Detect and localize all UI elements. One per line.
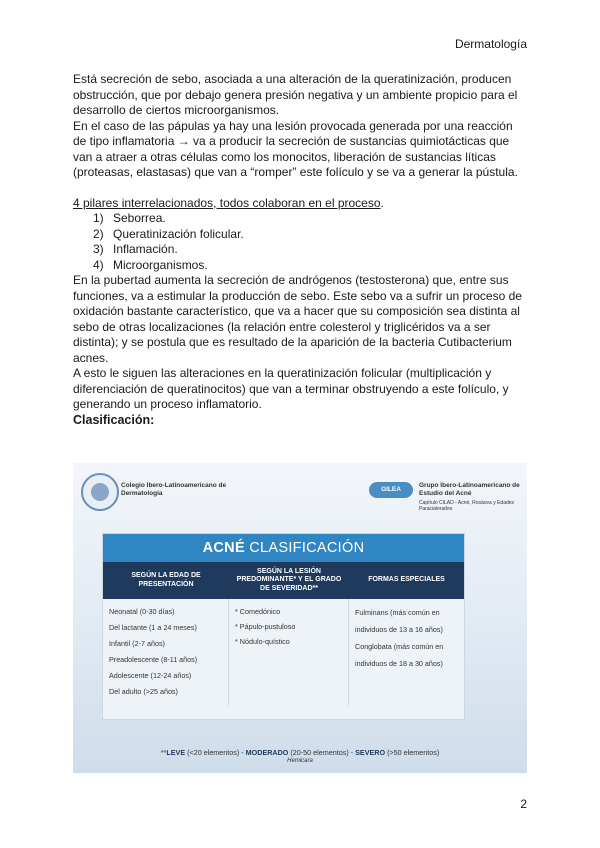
footnote-leve: LEVE <box>166 748 186 757</box>
acne-classification-figure <box>73 463 527 773</box>
table-cell: Conglobata (más común en <box>355 642 444 651</box>
header-special: FORMAS ESPECIALES <box>368 576 445 584</box>
pillars-list <box>73 211 528 273</box>
footnote-moderado: MODERADO <box>245 748 289 757</box>
cilad-logo-icon <box>81 473 119 511</box>
table-cell: * Nódulo-quístico <box>235 637 290 646</box>
org-right-subtitle: Capítulo CILAD - Acné, Rosácea y Edades Paracialerades <box>419 500 515 512</box>
table-body <box>103 599 464 705</box>
paragraph: A esto le siguen las alteraciones en la queratinización folicular (multiplicación y diferenciación de queratinocitos) que van a terminar obstruyendo a este folículo, y generando un proceso inflamatorio. <box>73 366 509 411</box>
table-cell: Del adulto (>25 años) <box>109 687 178 696</box>
table-title-rest: CLASIFICACIÓN <box>244 540 365 556</box>
pillars-title: 4 pilares interrelacionados, todos colaboran en el proceso <box>73 195 381 210</box>
table-cell: Neonatal (0-30 días) <box>109 607 175 616</box>
list-item <box>93 211 528 227</box>
figure-caption: Hemicara <box>287 758 313 764</box>
pillars-heading <box>73 196 528 212</box>
table-cell: Adolescente (12-24 años) <box>109 671 192 680</box>
section-heading: Clasificación: <box>73 412 155 427</box>
list-number: 4) <box>93 257 104 272</box>
list-item <box>93 227 528 243</box>
table-cell: individuos de 13 a 16 años) <box>355 625 443 634</box>
paragraph: Está secreción de sebo, asociada a una alteración de la queratinización, producen obstrucción, que por debajo genera presión negativa y un ambiente propicio para el desarrollo de ciertos microorganismos. <box>73 72 518 117</box>
special-column <box>349 599 464 705</box>
paragraph: En el caso de las pápulas ya hay una lesión provocada generada por una reacción de tipo inflamatoria → va a producir la secreción de sustancias quimiotácticas que van a atraer a otras células como los monocitos, liberación de sustancias líticas (proteasas, elastasas) que van a “romper” este folículo y se va a generar la pústula. <box>73 118 518 179</box>
table-cell: Fulminans (más común en <box>355 608 440 617</box>
table-cell: individuos de 18 a 30 años) <box>355 659 443 668</box>
list-number: 1) <box>93 211 104 225</box>
running-header: Dermatología <box>454 37 527 51</box>
footnote-moderado-value: (20-50 elementos) - <box>288 748 356 757</box>
org-right <box>419 482 527 512</box>
header-age: SEGÚN LA EDAD DE PRESENTACIÓN <box>131 572 201 588</box>
footnote-severo-value: (>50 elementos) <box>385 748 440 757</box>
list-text: Microorganismos. <box>113 257 208 272</box>
table-cell: Del lactante (1 a 24 meses) <box>109 623 197 632</box>
page-number: 2 <box>520 797 527 811</box>
header-lesion: SEGÚN LA LESIÓN PREDOMINANTE* Y EL GRADO DE SEVERIDAD** <box>236 567 342 592</box>
org-left-name: Colegio Ibero-Latinoamericano de Dermatología <box>121 482 227 497</box>
table-cell: Preadolescente (8-11 años) <box>109 655 198 664</box>
list-number: 3) <box>93 242 104 256</box>
list-item <box>93 258 528 274</box>
table-title-bold: ACNÉ <box>202 540 245 556</box>
list-number: 2) <box>93 226 104 241</box>
table-cell: Infantil (2-7 años) <box>109 639 165 648</box>
org-right-name: Grupo Ibero-Latinoamericano de Estudio del Acné <box>419 482 520 497</box>
footnote-leve-value: (<20 elementos) - <box>185 748 246 757</box>
list-text: Inflamación. <box>113 242 178 256</box>
body-text <box>73 72 528 428</box>
list-text: Seborrea. <box>113 211 166 225</box>
gilea-logo: GILEA <box>369 482 413 498</box>
pillars-period: . <box>380 195 384 210</box>
paragraph: En la pubertad aumenta la secreción de andrógenos (testosterona) que, entre sus funciones, va a estimular la producción de sebo. Este sebo va a sufrir un proceso de oxidación bastante característico, que va a hacer que su composición sea distinta al sebo de otras localizaciones (la relación entre colesterol y triglicéridos va a ser distinta); y se postula que es resultado de la aparición de la bacteria Cutibacterium acnes. <box>73 273 522 365</box>
table-cell: * Pápulo-pustuloso <box>235 622 296 631</box>
age-column <box>103 599 229 705</box>
table-cell: * Comedónico <box>235 607 281 616</box>
classification-table <box>102 533 465 720</box>
footnote-severo: SEVERO <box>355 748 386 757</box>
list-item <box>93 242 528 258</box>
severity-footnote <box>73 748 527 757</box>
table-title <box>103 534 464 562</box>
footnote-prefix: ** <box>160 748 167 757</box>
list-text: Queratinización folicular. <box>113 226 244 241</box>
table-header-row <box>103 562 464 599</box>
lesion-column <box>229 599 349 705</box>
